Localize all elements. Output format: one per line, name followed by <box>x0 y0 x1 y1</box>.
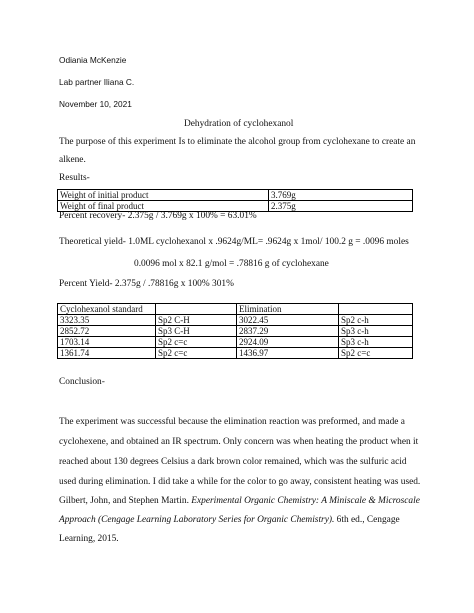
table-cell: 1361.74 <box>58 348 156 359</box>
ir-spectrum-table <box>57 303 413 359</box>
lab-partner: Lab partner Iliana C. <box>59 77 135 87</box>
conclusion-line-2: cyclohexene, and obtained an IR spectrum. Only concern was when heating the product when it <box>59 437 419 447</box>
table-cell: Sp3 C-H <box>156 326 237 337</box>
table-cell: 1436.97 <box>237 348 339 359</box>
column-header: Elimination <box>237 304 339 315</box>
table-cell: Sp2 C-H <box>156 315 237 326</box>
table-cell: 1703.14 <box>58 337 156 348</box>
conclusion-line-1: The experiment was successful because the elimination reaction was preformed, and made a <box>59 417 405 427</box>
column-header <box>339 304 413 315</box>
citation-line-3: Learning, 2015. <box>59 534 119 544</box>
table-row <box>58 348 413 359</box>
citation-line-2 <box>59 515 400 525</box>
table-cell: Sp2 c=c <box>339 348 413 359</box>
table-cell: Sp3 c-h <box>339 337 413 348</box>
table-cell: 3323.35 <box>58 315 156 326</box>
weight-value-cell: 2.375g <box>269 201 413 212</box>
purpose-line-2: alkene. <box>59 155 86 165</box>
purpose-line-1: The purpose of this experiment Is to eliminate the alcohol group from cyclohexane to create an <box>59 137 416 147</box>
results-label: Results- <box>59 173 90 183</box>
percent-yield: Percent Yield- 2.375g / .78816g x 100% 301% <box>59 279 234 289</box>
moles-to-grams: 0.0096 mol x 82.1 g/mol = .78816 g of cyclohexane <box>134 259 329 269</box>
conclusion-label: Conclusion- <box>59 377 105 387</box>
weight-label-cell: Weight of final product <box>58 201 269 212</box>
table-row <box>58 315 413 326</box>
report-title: Dehydration of cyclohexanol <box>184 119 294 129</box>
table-cell: 3022.45 <box>237 315 339 326</box>
table-row <box>58 190 413 201</box>
weights-table <box>57 189 413 212</box>
report-date: November 10, 2021 <box>59 99 132 109</box>
weight-label-cell: Weight of initial product <box>58 190 269 201</box>
table-cell: 2924.09 <box>237 337 339 348</box>
table-row <box>58 337 413 348</box>
table-cell: 2852.72 <box>58 326 156 337</box>
table-cell: Sp2 c=c <box>156 337 237 348</box>
citation-title-cont: Approach (Cengage Learning Laboratory Series for Organic Chemistry). <box>59 515 335 525</box>
conclusion-line-3: reached about 130 degrees Celsius a dark brown color remained, which was the sulfuric acid <box>59 457 407 467</box>
table-cell: 2837.29 <box>237 326 339 337</box>
author-name: Odiania McKenzie <box>59 55 127 65</box>
column-header <box>156 304 237 315</box>
table-cell: Sp3 c-h <box>339 326 413 337</box>
column-header: Cyclohexanol standard <box>58 304 156 315</box>
table-row <box>58 326 413 337</box>
percent-recovery: Percent recovery- 2.375g / 3.769g x 100% = 63.01% <box>59 211 257 221</box>
table-row <box>58 201 413 212</box>
citation-line-1 <box>59 496 420 506</box>
citation-edition: 6th ed., Cengage <box>334 515 400 525</box>
table-cell: Sp2 c-h <box>339 315 413 326</box>
table-cell: Sp2 c=c <box>156 348 237 359</box>
weight-value-cell: 3.769g <box>269 190 413 201</box>
conclusion-line-4: used during elimination. I did take a while for the color to go away, consistent heating was used. <box>59 477 421 487</box>
table-header-row <box>58 304 413 315</box>
citation-title: Experimental Organic Chemistry: A Miniscale & Microscale <box>191 496 420 506</box>
citation-authors: Gilbert, John, and Stephen Martin. <box>59 496 192 506</box>
theoretical-yield: Theoretical yield- 1.0ML cyclohexanol x .9624g/ML= .9624g x 1mol/ 100.2 g = .0096 moles <box>59 237 409 247</box>
